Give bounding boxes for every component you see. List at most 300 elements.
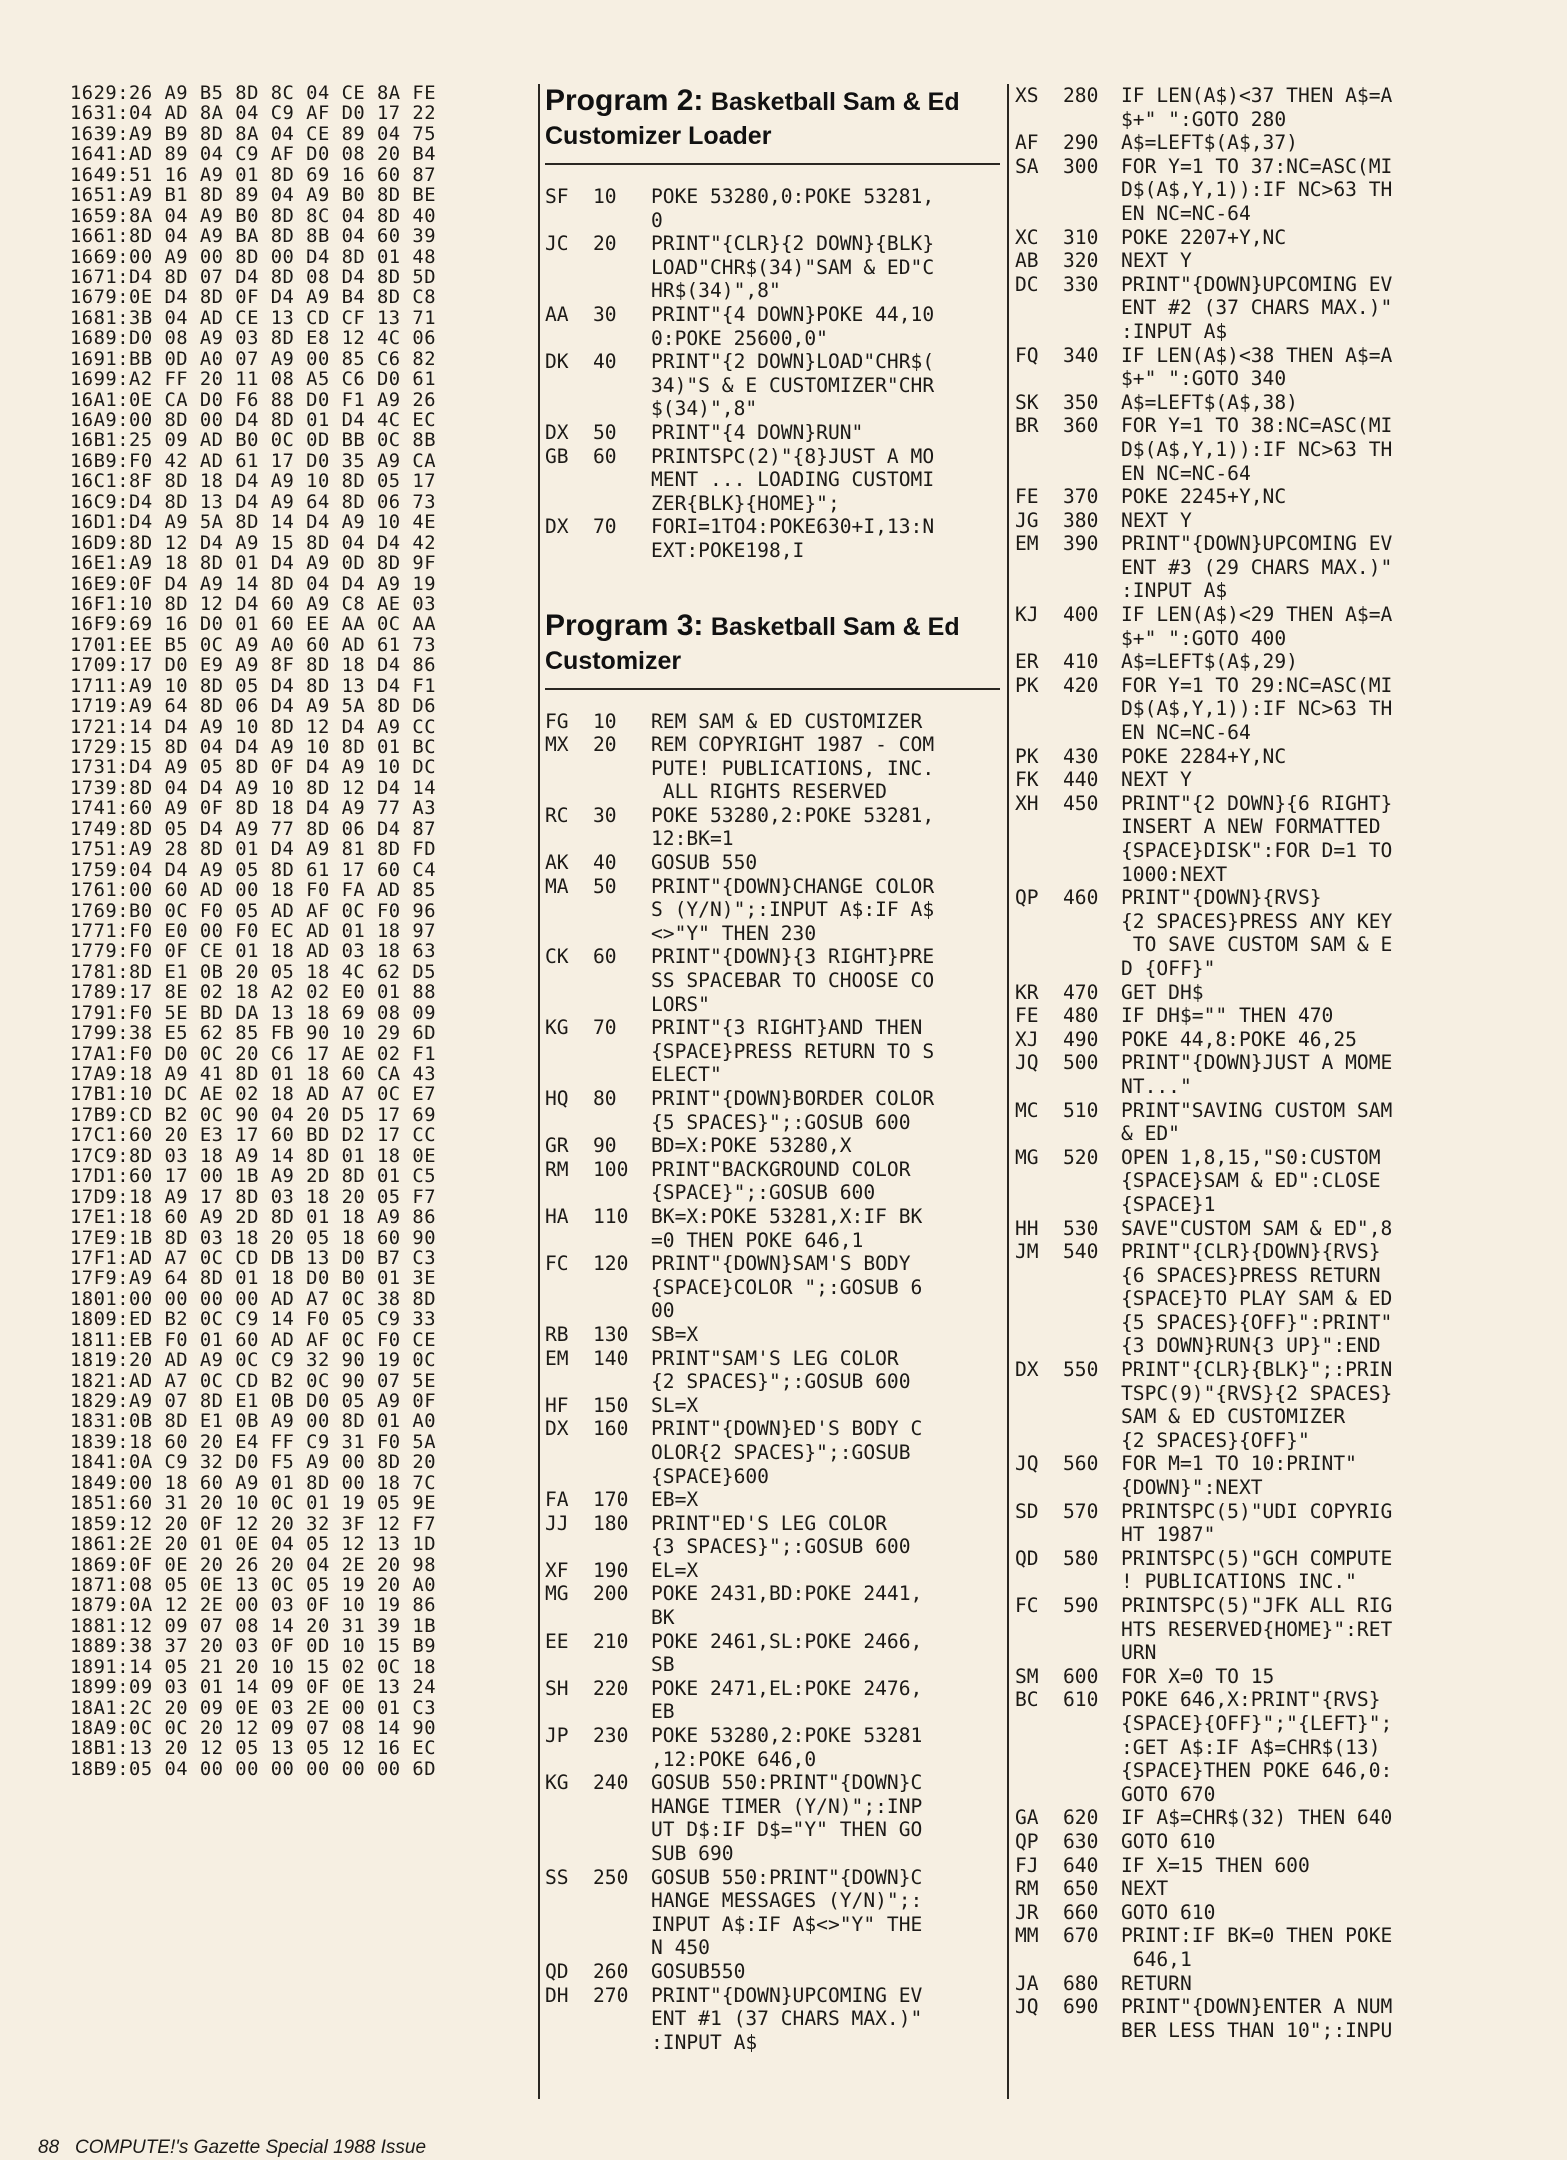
statement: GOTO 610 [1121,1829,1216,1853]
statement: FORI=1TO4:POKE630+I,13:N EXT:POKE198,I [651,515,935,562]
statement: PRINT"{DOWN}ENTER A NUM BER LESS THAN 10";:INPU [1121,1995,1393,2042]
hex-dump-line: 16F1:10 8D 12 D4 60 A9 C8 AE 03 [70,593,437,615]
hex-dump-line: 1851:60 31 20 10 0C 01 19 05 9E [70,1493,437,1515]
line-number: 300 [1063,154,1099,178]
hex-dump-line: 1859:12 20 0F 12 20 32 3F 12 F7 [70,1513,437,1535]
line-number: 570 [1063,1499,1099,1523]
statement: REM COPYRIGHT 1987 - COM PUTE! PUBLICATIONS, INC. ALL RIGHTS RESERVED [651,733,935,804]
checksum: XS [1015,84,1039,107]
checksum: EE [545,1629,569,1653]
program-line [1015,1452,1515,1499]
line-number: 100 [593,1157,629,1181]
statement: PRINT"BACKGROUND COLOR {SPACE}";:GOSUB 600 [651,1157,911,1205]
checksum: DX [545,515,569,539]
program-3-continued-listing [1015,84,1515,2042]
statement: PRINT"{DOWN}{3 RIGHT}PRE SS SPACEBAR TO CHOOSE CO LORS" [651,945,935,1016]
program-line [545,445,1000,516]
checksum: AA [545,302,569,326]
statement: PRINTSPC(2)"{8}JUST A MO MENT ... LOADING CUSTOMI ZER{BLK}{HOME}"; [651,444,935,515]
hex-dump-line: 1799:38 E5 62 85 FB 90 10 29 6D [70,1023,437,1045]
hex-dump-line: 17C9:8D 03 18 A9 14 8D 01 18 0E [70,1145,437,1167]
checksum: KG [545,1771,569,1795]
program-line [1015,650,1515,674]
line-number: 640 [1063,1853,1099,1877]
checksum: PK [1015,744,1039,768]
program-line [545,232,1000,303]
checksum: FE [1015,1004,1039,1028]
line-number: 20 [593,232,617,256]
program-line [545,1724,1000,1771]
statement: PRINT"SAM'S LEG COLOR {2 SPACES}";:GOSUB 600 [651,1346,911,1394]
hex-dump-line: 1811:EB F0 01 60 AD AF 0C F0 CE [70,1329,437,1351]
checksum: JP [545,1724,569,1748]
column-rule-left [538,84,540,2099]
checksum: XJ [1015,1027,1039,1051]
checksum: GB [545,444,569,468]
hex-dump-line: 17D9:18 A9 17 8D 03 18 20 05 F7 [70,1186,437,1208]
statement: POKE 44,8:POKE 46,25 [1121,1027,1357,1051]
checksum: SH [545,1676,569,1700]
middle-column [545,84,1000,2054]
line-number: 60 [593,945,617,969]
statement: PRINT"ED'S LEG COLOR {3 SPACES}";:GOSUB 600 [651,1511,911,1559]
line-number: 440 [1063,768,1099,792]
checksum: FK [1015,768,1039,792]
checksum: FC [545,1252,569,1276]
statement: PRINTSPC(5)"JFK ALL RIG HTS RESERVED{HOME}":RET URN [1121,1594,1393,1665]
statement: FOR Y=1 TO 29:NC=ASC(MI D$(A$,Y,1)):IF NC>63 TH EN NC=NC-64 [1121,673,1393,745]
program-line [545,1677,1000,1724]
checksum: AB [1015,249,1039,273]
checksum: JQ [1015,1452,1039,1476]
checksum: JR [1015,1900,1039,1924]
checksum: QP [1015,1829,1039,1853]
line-number: 540 [1063,1240,1099,1264]
checksum: HA [545,1204,569,1228]
checksum: SM [1015,1664,1039,1688]
checksum: AK [545,851,569,875]
program-line [545,350,1000,421]
statement: GOSUB 550:PRINT"{DOWN}C HANGE TIMER (Y/N)";:INP UT D$:IF D$="Y" THEN GO SUB 690 [651,1771,923,1865]
program-line [545,1394,1000,1418]
statement: A$=LEFT$(A$,38) [1121,390,1298,414]
line-number: 40 [593,350,617,374]
hex-dump-line: 1809:ED B2 0C C9 14 F0 05 C9 33 [70,1309,437,1331]
statement: FOR X=0 TO 15 [1121,1664,1275,1688]
checksum: DX [545,1417,569,1441]
statement: EB=X [651,1488,699,1512]
statement: GOSUB550 [651,1959,746,1983]
program-line [545,1016,1000,1087]
checksum: ER [1015,650,1039,674]
checksum: EM [1015,532,1039,556]
checksum: FG [545,709,569,733]
statement: NEXT Y [1121,768,1192,792]
statement: IF DH$="" THEN 470 [1121,1004,1334,1028]
hex-dump-line: 1889:38 37 20 03 0F 0D 10 15 B9 [70,1636,437,1658]
checksum: MG [1015,1145,1039,1169]
statement: FOR M=1 TO 10:PRINT" {DOWN}":NEXT [1121,1452,1357,1500]
line-number: 430 [1063,744,1099,768]
program-line [545,1771,1000,1865]
checksum: HF [545,1393,569,1417]
program-line [1015,1972,1515,1996]
program-line [1015,1924,1515,1971]
statement: SAVE"CUSTOM SAM & ED",8 [1121,1216,1393,1240]
checksum: RB [545,1322,569,1346]
line-number: 350 [1063,390,1099,414]
program-line [1015,745,1515,769]
statement: POKE 646,X:PRINT"{RVS} {SPACE}{OFF}";"{LEFT}"; :GET A$:IF A$=CHR$(13) {SPACE}THEN POKE 646,0: GOTO 670 [1121,1688,1393,1806]
checksum: MM [1015,1924,1039,1948]
hex-dump-line: 1771:F0 E0 00 F0 EC AD 01 18 97 [70,920,437,942]
line-number: 230 [593,1724,629,1748]
program-line [1015,1688,1515,1806]
checksum: JJ [545,1511,569,1535]
program-line [1015,886,1515,980]
hex-dump-line: 1841:0A C9 32 D0 F5 A9 00 8D 20 [70,1452,437,1474]
hex-dump-line: 1749:8D 05 D4 A9 77 8D 06 D4 87 [70,818,437,840]
line-number: 20 [593,733,617,757]
hex-dump-line: 1659:8A 04 A9 B0 8D 8C 04 8D 40 [70,205,437,227]
program-line [1015,1358,1515,1452]
statement: BK=X:POKE 53281,X:IF BK =0 THEN POKE 646,1 [651,1204,923,1252]
statement: IF LEN(A$)<37 THEN A$=A $+" ":GOTO 280 [1121,84,1393,131]
line-number: 470 [1063,980,1099,1004]
program-line [545,1984,1000,2055]
hex-dump-line: 1761:00 60 AD 00 18 F0 FA AD 85 [70,880,437,902]
program-line [545,185,1000,232]
statement: PRINT"{DOWN}{RVS} {2 SPACES}PRESS ANY KEY TO SAVE CUSTOM SAM & E D {OFF}" [1121,886,1393,980]
hex-dump-line: 1739:8D 04 D4 A9 10 8D 12 D4 14 [70,777,437,799]
statement: GET DH$ [1121,980,1204,1004]
hex-dump-line: 1891:14 05 21 20 10 15 02 0C 18 [70,1656,437,1678]
program-line [1015,485,1515,509]
line-number: 460 [1063,886,1099,910]
statement: FOR Y=1 TO 37:NC=ASC(MI D$(A$,Y,1)):IF NC>63 TH EN NC=NC-64 [1121,154,1393,225]
checksum: QP [1015,886,1039,910]
statement: PRINT"{DOWN}UPCOMING EV ENT #2 (37 CHARS MAX.)" :INPUT A$ [1121,272,1393,343]
line-number: 590 [1063,1594,1099,1617]
hex-dump-line: 1829:A9 07 8D E1 0B D0 05 A9 0F [70,1391,437,1412]
program-line [1015,414,1515,485]
hex-dump-line: 17A1:F0 D0 0C 20 C6 17 AE 02 F1 [70,1043,437,1065]
checksum: XH [1015,791,1039,815]
line-number: 610 [1063,1688,1099,1712]
program-line [545,1960,1000,1984]
line-number: 90 [593,1134,617,1158]
checksum: SS [545,1865,569,1889]
statement: PRINT"{3 RIGHT}AND THEN {SPACE}PRESS RETURN TO S ELECT" [651,1016,935,1087]
statement: PRINT:IF BK=0 THEN POKE 646,1 [1121,1924,1393,1971]
hex-dump-line: 1711:A9 10 8D 05 D4 8D 13 D4 F1 [70,675,437,697]
statement: A$=LEFT$(A$,37) [1121,131,1298,155]
program-2-title: Program 2: Basketball Sam & Ed Customizer Loader [545,84,960,150]
hex-dump-line: 1649:51 16 A9 01 8D 69 16 60 87 [70,164,437,186]
program-line [1015,674,1515,745]
program-line [545,421,1000,445]
statement: PRINT"{DOWN}ED'S BODY C OLOR{2 SPACES}";:GOSUB {SPACE}600 [651,1417,923,1488]
statement: IF LEN(A$)<38 THEN A$=A $+" ":GOTO 340 [1121,343,1393,391]
line-number: 240 [593,1771,629,1795]
checksum: JQ [1015,1051,1039,1075]
statement: GOSUB 550 [651,851,758,875]
line-number: 170 [593,1488,629,1512]
program-line [1015,84,1515,131]
line-number: 270 [593,1983,629,2007]
hex-dump-line: 17F9:A9 64 8D 01 18 D0 B0 01 3E [70,1268,437,1290]
program-line [545,515,1000,562]
hex-dump-line: 1681:3B 04 AD CE 13 CD CF 13 71 [70,307,437,329]
checksum: FC [1015,1594,1039,1617]
hex-dump-line: 1651:A9 B1 8D 89 04 A9 B0 8D BE [70,185,437,207]
checksum: MC [1015,1098,1039,1122]
line-number: 560 [1063,1452,1099,1476]
program-line [545,875,1000,946]
line-number: 500 [1063,1051,1099,1075]
program-line [1015,1146,1515,1217]
checksum: FQ [1015,343,1039,367]
hex-dump-line: 1661:8D 04 A9 BA 8D 8B 04 60 39 [70,226,437,248]
hex-dump-line: 1639:A9 B9 8D 8A 04 CE 89 04 75 [70,123,437,145]
program-line [545,804,1000,851]
program-line [545,1323,1000,1347]
hex-dump-line: 17F1:AD A7 0C CD DB 13 D0 B7 C3 [70,1247,437,1269]
hex-dump-line: 1731:D4 A9 05 8D 0F D4 A9 10 DC [70,757,437,779]
program-line [1015,1028,1515,1052]
checksum: BC [1015,1688,1039,1712]
checksum: GR [545,1134,569,1158]
hex-dump-line: 16D9:8D 12 D4 A9 15 8D 04 D4 42 [70,532,437,554]
line-number: 290 [1063,131,1099,155]
statement: POKE 2284+Y,NC [1121,744,1287,768]
line-number: 480 [1063,1004,1099,1028]
hex-dump-line: 1861:2E 20 01 0E 04 05 12 13 1D [70,1534,437,1556]
statement: FOR Y=1 TO 38:NC=ASC(MI D$(A$,Y,1)):IF NC>63 TH EN NC=NC-64 [1121,414,1393,485]
line-number: 390 [1063,532,1099,556]
checksum: KR [1015,980,1039,1004]
line-number: 50 [593,874,617,898]
program-line [545,1158,1000,1205]
line-number: 620 [1063,1806,1099,1830]
checksum: DX [1015,1358,1039,1382]
statement: PRINT"{DOWN}UPCOMING EV ENT #1 (37 CHARS MAX.)" :INPUT A$ [651,1983,923,2054]
line-number: 10 [593,709,617,733]
checksum: MA [545,874,569,898]
program-line [1015,509,1515,533]
statement: PRINT"{DOWN}UPCOMING EV ENT #3 (29 CHARS MAX.)" :INPUT A$ [1121,532,1393,603]
line-number: 520 [1063,1145,1099,1169]
title-rule [545,688,1000,690]
hex-dump-line: 1789:17 8E 02 18 A2 02 E0 01 88 [70,982,437,1004]
program-line [545,1252,1000,1323]
hex-dump-line: 1719:A9 64 8D 06 D4 A9 5A 8D D6 [70,696,437,718]
statement: PRINTSPC(5)"GCH COMPUTE ! PUBLICATIONS INC." [1121,1546,1393,1594]
line-number: 330 [1063,272,1099,296]
line-number: 140 [593,1346,629,1370]
statement: NEXT Y [1121,249,1192,273]
hex-dump-line: 1641:AD 89 04 C9 AF D0 08 20 B4 [70,144,437,166]
program-line [545,1630,1000,1677]
title-rule [545,163,1000,165]
hex-dump-line: 1819:20 AD A9 0C C9 32 90 19 0C [70,1350,437,1372]
line-number: 190 [593,1558,629,1582]
statement: POKE 53280,2:POKE 53281 ,12:POKE 646,0 [651,1724,923,1771]
statement: PRINT"SAVING CUSTOM SAM & ED" [1121,1098,1393,1146]
hex-dump-line: 1699:A2 FF 20 11 08 A5 C6 D0 61 [70,369,437,391]
checksum: DC [1015,272,1039,296]
hex-dump-line: 1741:60 A9 0F 8D 18 D4 A9 77 A3 [70,798,437,820]
hex-dump-line: 16F9:69 16 D0 01 60 EE AA 0C AA [70,614,437,636]
hex-dump-line: 1849:00 18 60 A9 01 8D 00 18 7C [70,1472,437,1494]
checksum: DK [545,350,569,374]
program-line [1015,249,1515,273]
program-line [1015,981,1515,1005]
program-line [1015,226,1515,250]
hex-dump-line: 16B9:F0 42 AD 61 17 D0 35 A9 CA [70,450,437,472]
hex-dump-line: 1691:BB 0D A0 07 A9 00 85 C6 82 [70,348,437,370]
program-line [1015,1051,1515,1098]
line-number: 660 [1063,1900,1099,1924]
checksum: XF [545,1558,569,1582]
hex-dump-line: 1839:18 60 20 E4 FF C9 31 F0 5A [70,1431,437,1453]
hex-dump-line: 1629:26 A9 B5 8D 8C 04 CE 8A FE [70,83,437,104]
hex-dump-line: 1759:04 D4 A9 05 8D 61 17 60 C4 [70,859,437,881]
line-number: 40 [593,851,617,875]
line-number: 680 [1063,1971,1099,1995]
statement: PRINT"{CLR}{2 DOWN}{BLK} LOAD"CHR$(34)"SAM & ED"C HR$(34)",8" [651,232,935,303]
hex-dump-line: 18A1:2C 20 09 0E 03 2E 00 01 C3 [70,1697,437,1719]
program-line [1015,1877,1515,1901]
checksum: HQ [545,1087,569,1110]
line-number: 70 [593,1016,617,1040]
statement: IF X=15 THEN 600 [1121,1853,1310,1877]
hex-dump-line: 16E9:0F D4 A9 14 8D 04 D4 A9 19 [70,573,437,595]
checksum: JQ [1015,1995,1039,2019]
checksum: SF [545,185,569,208]
hex-dump-line: 17A9:18 A9 41 8D 01 18 60 CA 43 [70,1064,437,1085]
checksum: DH [545,1983,569,2007]
program-line [1015,768,1515,792]
line-number: 130 [593,1322,629,1346]
hex-dump-line: 1751:A9 28 8D 01 D4 A9 81 8D FD [70,839,437,861]
hex-dump-line: 1709:17 D0 E9 A9 8F 8D 18 D4 86 [70,655,437,677]
line-number: 110 [593,1204,629,1228]
statement: POKE 2245+Y,NC [1121,485,1287,509]
hex-dump-line: 16A9:00 8D 00 D4 8D 01 D4 4C EC [70,410,437,431]
line-number: 30 [593,302,617,326]
statement: SL=X [651,1393,699,1417]
program-line [1015,1500,1515,1547]
program-2-listing [545,185,1000,563]
hex-dump-line: 18B1:13 20 12 05 13 05 12 16 EC [70,1738,437,1760]
statement: PRINT"{DOWN}BORDER COLOR {5 SPACES}";:GOSUB 600 [651,1087,935,1134]
program-line [545,1512,1000,1559]
program-line [545,733,1000,804]
statement: POKE 2471,EL:POKE 2476, EB [651,1676,923,1724]
statement: PRINT"{DOWN}SAM'S BODY {SPACE}COLOR ";:GOSUB 6 00 [651,1252,923,1323]
program-line [1015,1854,1515,1878]
statement: PRINT"{DOWN}CHANGE COLOR S (Y/N)";:INPUT A$:IF A$ <>"Y" THEN 230 [651,874,935,945]
hex-dump-line: 1721:14 D4 A9 10 8D 12 D4 A9 CC [70,716,437,738]
line-number: 310 [1063,225,1099,249]
line-number: 220 [593,1676,629,1700]
program-line [1015,273,1515,344]
program-line [1015,1995,1515,2042]
publication-name: COMPUTE!'s Gazette Special 1988 Issue [74,2137,427,2158]
hex-dump-line: 16D1:D4 A9 5A 8D 14 D4 A9 10 4E [70,512,437,534]
hex-dump-line: 1869:0F 0E 20 26 20 04 2E 20 98 [70,1554,437,1576]
checksum: RM [1015,1877,1039,1901]
program-line [545,1205,1000,1252]
program-line [545,303,1000,350]
line-number: 30 [593,803,617,827]
program-line [1015,792,1515,886]
hex-dump-line: 16C9:D4 8D 13 D4 A9 64 8D 06 73 [70,491,437,513]
statement: EL=X [651,1558,699,1582]
hex-dump-line: 17E1:18 60 A9 2D 8D 01 18 A9 86 [70,1207,437,1229]
line-number: 380 [1063,508,1099,532]
program-line [1015,1594,1515,1665]
line-number: 420 [1063,673,1099,697]
statement: PRINT"{CLR}{DOWN}{RVS} {6 SPACES}PRESS RETURN {SPACE}TO PLAY SAM & ED {5 SPACES}{OFF}":PRINT" {3 DOWN}RUN{3 UP}":END [1121,1240,1393,1358]
checksum: RC [545,803,569,827]
program-line [545,1488,1000,1512]
line-number: 580 [1063,1546,1099,1570]
program-line [1015,131,1515,155]
hex-dump-line: 18A9:0C 0C 20 12 09 07 08 14 90 [70,1718,437,1739]
program-line [545,1087,1000,1134]
line-number: 630 [1063,1829,1099,1853]
line-number: 340 [1063,343,1099,367]
checksum: SD [1015,1499,1039,1523]
checksum: BR [1015,414,1039,438]
line-number: 550 [1063,1358,1099,1382]
checksum: CK [545,945,569,969]
program-line [1015,1830,1515,1854]
checksum: JA [1015,1971,1039,1995]
line-number: 10 [593,185,617,208]
checksum: FE [1015,485,1039,509]
program-line [1015,344,1515,391]
program-line [545,1582,1000,1629]
hex-dump-line: 1689:D0 08 A9 03 8D E8 12 4C 06 [70,328,437,350]
hex-dump-line: 17D1:60 17 00 1B A9 2D 8D 01 C5 [70,1166,437,1188]
page-number: 88 [38,2137,60,2158]
statement: IF A$=CHR$(32) THEN 640 [1121,1806,1393,1830]
checksum: XC [1015,225,1039,249]
checksum: FA [545,1488,569,1512]
checksum: RM [545,1157,569,1181]
program-line [545,1559,1000,1583]
checksum: HH [1015,1216,1039,1240]
checksum: AF [1015,131,1039,155]
program-line [1015,1217,1515,1241]
statement: NEXT Y [1121,508,1192,532]
hex-dump-line: 1821:AD A7 0C CD B2 0C 90 07 5E [70,1370,437,1392]
line-number: 650 [1063,1877,1099,1901]
program-line [1015,1901,1515,1925]
hex-dump-line: 18B9:05 04 00 00 00 00 00 00 6D [70,1758,437,1780]
hex-dump-line: 17C1:60 20 E3 17 60 BD D2 17 CC [70,1125,437,1147]
hex-dump-line: 1729:15 8D 04 D4 A9 10 8D 01 BC [70,737,437,758]
checksum: GA [1015,1806,1039,1830]
program-line [1015,1547,1515,1594]
statement: PRINT"{CLR}{BLK}";:PRIN TSPC(9)"{RVS}{2 SPACES} SAM & ED CUSTOMIZER {2 SPACES}{OFF}" [1121,1358,1393,1452]
program-line [1015,532,1515,603]
hex-dump-line: 1801:00 00 00 00 AD A7 0C 38 8D [70,1288,437,1310]
hex-dump-line: 17B1:10 DC AE 02 18 AD A7 0C E7 [70,1084,437,1106]
